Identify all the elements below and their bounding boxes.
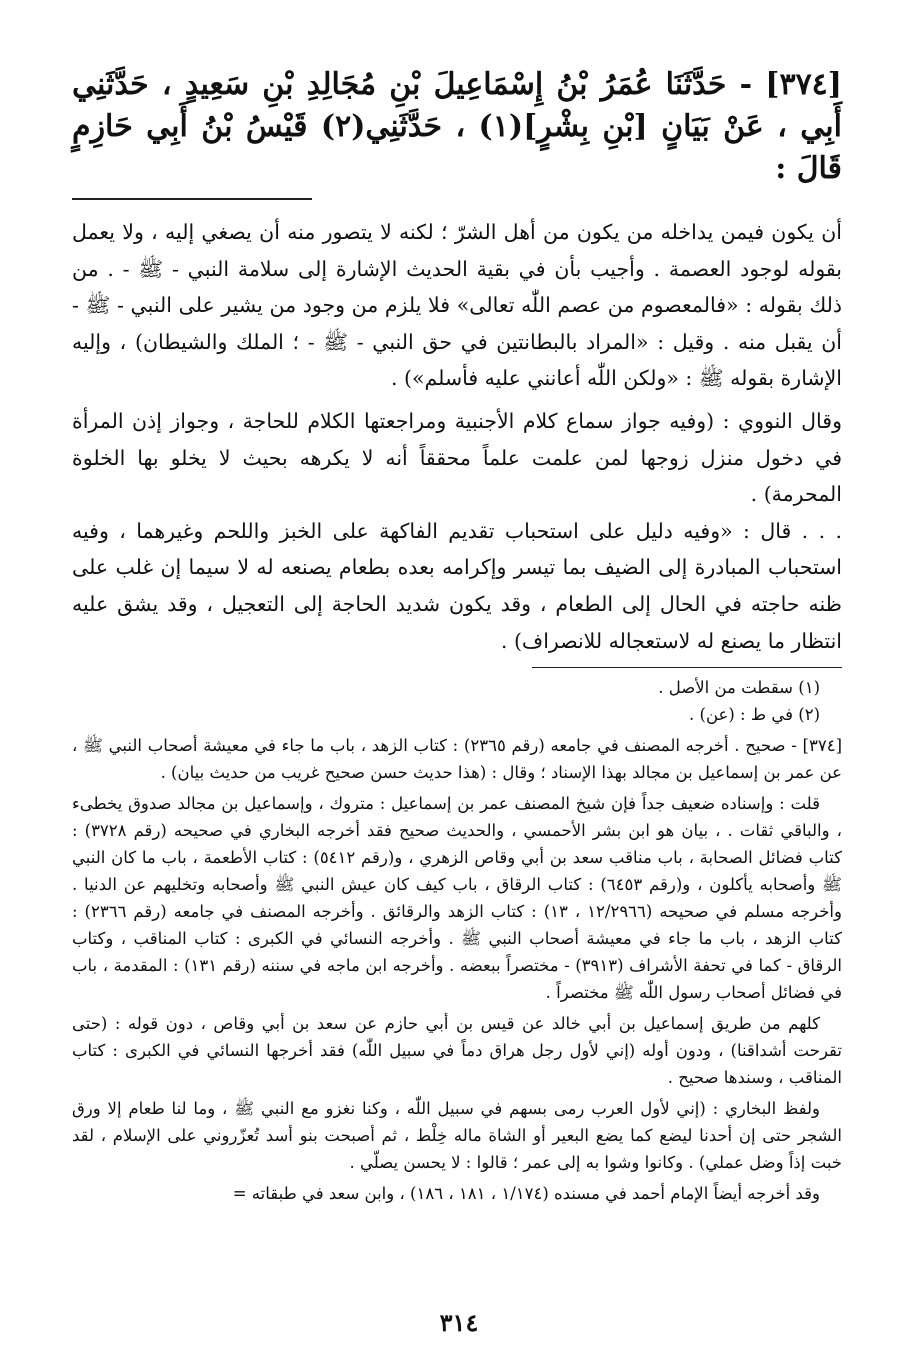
takhrij-paragraph: قلت : وإسناده ضعيف جداً فإن شيخ المصنف عمر بن إسماعيل : متروك ، وإسماعيل بن مجالد صدوق يخطىء ، والباقي ثقات . ، بيان هو ابن بشر الأحمسي ، والحديث صحيح فقد أخرجه البخاري في صحيحه (رقم ٣٧٢٨) : كتاب فضائل الصحابة ، باب مناقب سعد بن أبي وقاص الزهري ، و(رقم ٥٤١٢) : كتاب الأطعمة ، باب ما كان النبي ﷺ وأصحابه يأكلون ، و(رقم ٦٤٥٣) : كتاب الرقاق ، باب كيف كان عيش النبي ﷺ وأصحابه وتخليهم عن الدنيا . وأخرجه مسلم في صحيحه (١٢/٢٩٦٦ ، ١٣) : كتاب الزهد والرقائق . وأخرجه المصنف في جامعه (رقم ٢٣٦٦) : كتاب الزهد ، باب ما جاء في معيشة أصحاب النبي ﷺ . وأخرجه النسائي في الكبرى : كتاب المناقب ، وكتاب الرقاق - كما في تحفة الأشراف (٣٩١٣) - مختصراً ببعضه . وأخرجه ابن ماجه في سننه (رقم ١٣١) : المقدمة ، باب في فضائل أصحاب رسول اللّٰه ﷺ مختصراً . xyxy=(72,794,842,1003)
hadith-heading xyxy=(72,64,842,190)
book-page xyxy=(72,64,842,1207)
commentary-paragraph: وقال النووي : (وفيه جواز سماع كلام الأجنبية ومراجعتها الكلام للحاجة ، وجواز إذن المرأة في دخول منزل زوجها لمن علمت علماً محققاً أنه لا يكرهه بحيث لا يخلو بها الخلوة المحرمة) . xyxy=(72,408,842,507)
commentary-paragraph: أن يكون فيمن يداخله من يكون من أهل الشرّ ؛ لكنه لا يتصور منه أن يصغي إليه ، ولا يعمل بقوله لوجود العصمة . وأجيب بأن في بقية الحديث الإشارة إلى سلامة النبي - ﷺ - . من ذلك بقوله : «فالمعصوم من عصم اللّٰه تعالى» فلا يلزم من وجود من يشير على النبي - ﷺ - أن يقبل منه . وقيل : «المراد بالبطانتين في حق النبي - ﷺ - ؛ الملك والشيطان) ، وإليه الإشارة بقوله ﷺ : «ولكن اللّٰه أعانني عليه فأسلم») . xyxy=(72,220,842,391)
hadith-isnad: - حَدَّثَنَا عُمَرُ بْنُ إِسْمَاعِيلَ بْنِ مُجَالِدِ بْنِ سَعِيدٍ ، حَدَّثَنِي أَبِي ، عَنْ بَيَانٍ [بْنِ بِشْرٍ](١) ، حَدَّثَنِي(٢) قَيْسُ بْنُ أَبِي حَازِمٍ قَالَ : xyxy=(72,67,842,186)
commentary-paragraph: . . . قال : «وفيه دليل على استحباب تقديم الفاكهة على الخبز واللحم وغيرهما ، وفيه استحباب المبادرة إلى الضيف بما تيسر وإكرامه بعده بطعام يصنعه له لا سيما إن غلب على ظنه حاجته في الحال إلى الطعام ، وقد يكون شديد الحاجة إلى التعجيل ، وقد يشق عليه انتظار ما يصنع له لاستعجاله للانصراف) . xyxy=(72,518,842,653)
takhrij-paragraph: [٣٧٤] - صحيح . أخرجه المصنف في جامعه (رقم ٢٣٦٥) : كتاب الزهد ، باب ما جاء في معيشة أصحاب النبي ﷺ ، عن عمر بن إسماعيل بن مجالد بهذا الإسناد ؛ وقال : (هذا حديث حسن صحيح غريب من حديث بيان) . xyxy=(72,736,842,783)
takhrij-paragraph: كلهم من طريق إسماعيل بن أبي خالد عن قيس بن أبي حازم عن سعد بن أبي وقاص ، دون قوله : (حتى تقرحت أشداقنا) ، ودون أوله (إني لأول رجل هراق دماً في سبيل اللّٰه) فقد أخرجها النسائي في الكبرى : كتاب المناقب ، وسندها صحيح . xyxy=(72,1014,842,1088)
takhrij-paragraph: ولفظ البخاري : (إني لأول العرب رمى بسهم في سبيل اللّٰه ، وكنا نغزو مع النبي ﷺ ، وما لنا طعام إلا ورق الشجر حتى إن أحدنا ليضع كما يضع البعير أو الشاة ماله خِلْط ، ثم أصبحت بنو أسد تُعزّروني على الإسلام ، لقد خبت إذاً وضل عملي) . وكانوا وشوا به إلى عمر ؛ قالوا : لا يحسن يصلّي . xyxy=(72,1099,842,1173)
footnote-separator xyxy=(532,667,842,668)
footnote-2: (٢) في ط : (عن) . xyxy=(689,705,820,725)
hadith-number: [٣٧٤] xyxy=(765,67,842,102)
takhrij-paragraph: وقد أخرجه أيضاً الإمام أحمد في مسنده (١/١٧٤ ، ١٨١ ، ١٨٦) ، وابن سعد في طبقاته = xyxy=(232,1184,820,1204)
top-separator xyxy=(72,198,312,200)
commentary-section xyxy=(72,214,842,659)
page-number: ٣١٤ xyxy=(439,1308,479,1337)
footnotes-section xyxy=(72,674,842,1207)
footnote-1: (١) سقطت من الأصل . xyxy=(658,678,820,698)
